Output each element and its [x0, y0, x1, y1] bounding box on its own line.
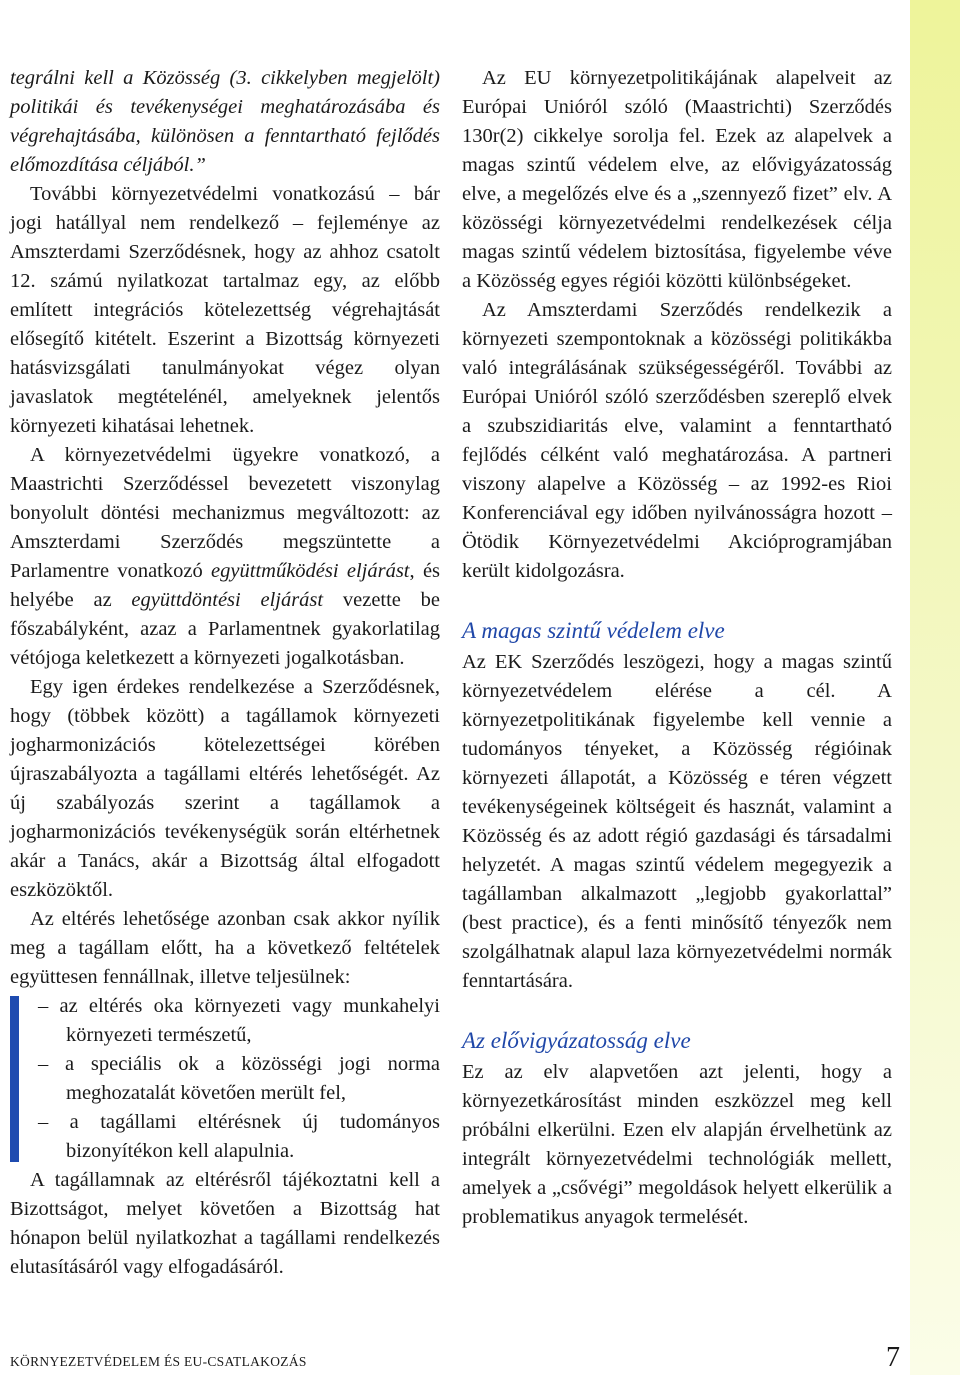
paragraph-derogation-conditions: Az eltérés lehetősége azonban csak akkor nyílik meg a tagállam előtt, ha a következő feltételek együttesen fennállnak, illetve teljesülnek:	[10, 908, 440, 988]
list-item: – a speciális ok a közösségi jogi norma meghozatalát követően merült fel,	[38, 1053, 440, 1104]
list-accent-bar	[10, 996, 19, 1162]
paragraph-commission-notification: A tagállamnak az eltérésről tájékoztatni kell a Bizottságot, melyet követően a Bizottság hat hónapon belül nyilatkozhat a tagállami rendelkezés elutasításáról vagy elfogadásáról.	[10, 1169, 440, 1278]
paragraph-member-state-derogation: Egy igen érdekes rendelkezése a Szerződésnek, hogy (többek között) a tagállamok környezeti jogharmonizációs kötelezettségei körében újraszabályozta a tagállami eltérés lehetőségét. Az új szabályozás szerint a tagállamok a jogharmonizációs tevékenységük során eltérhetnek akár a Tanács, akár a Bizottság által elfogadott eszközöktől.	[10, 676, 440, 901]
text-span: , és helyébe az	[10, 560, 441, 611]
paragraph-continued-quote: tegrálni kell a Közösség (3. cikkelyben megjelölt) politikái és tevékenységei meghatározásába és végrehajtásába, különösen a fenntartható fejlődés előmozdítása céljából.”	[10, 67, 440, 176]
conditions-list	[10, 992, 440, 1166]
emphasis-cooperation-procedure: együttműködési eljárást	[211, 560, 410, 582]
page-footer	[10, 1342, 900, 1374]
paragraph-precaution: Ez az elv alapvetően azt jelenti, hogy a környezetkárosítást minden eszközzel meg kell próbálni elkerülni. Ezen elv alapján érvelhetünk az integrált környezetvédelmi technológiák mellett, amelyek a „csővégi” megoldások helyett elkerülik a problematikus anyagok termelését.	[462, 1061, 892, 1228]
right-column	[462, 64, 892, 1232]
emphasis-codecision-procedure: együttdöntési eljárást	[131, 589, 324, 611]
page-number: 7	[886, 1342, 900, 1373]
footer-title: KÖRNYEZETVÉDELEM ÉS EU-CSATLAKOZÁS	[10, 1354, 307, 1369]
decorative-side-stripe	[910, 0, 960, 1375]
left-column	[10, 64, 440, 1282]
paragraph-eu-principles: Az EU környezetpolitikájának alapelveit az Európai Unióról szóló (Maastrichti) Szerződés 130r(2) cikkelye sorolja fel. Ezek az alapelvek a magas szintű védelem elve, az elővigyázatosság elve, a megelőzés elve és a „szennyező fizet” elv. A közösségi környezetvédelmi rendelkezések célja magas szintű védelem biztosítása, figyelembe véve a Közösség egyes régiói közötti különbségeket.	[462, 67, 892, 292]
text-span: vezette be főszabályként, azaz a Parlamentnek gyakorlatilag vétójoga keletkezett a környezeti jogalkotásban.	[10, 589, 440, 669]
paragraph-high-protection: Az EK Szerződés leszögezi, hogy a magas szintű környezetvédelem elérése a cél. A környezetpolitikának figyelembe kell vennie a tudományos tényeket, a Közösség régióinak környezeti állapotát, a Közösség e téren végzett tevékenységeinek költségeit és hasznát, valamint a Közösség és az adott régió gazdasági és társadalmi helyzetét. A magas szintű védelem megegyezik a tagállamban alkalmazott „legjobb gyakorlattal” (best practice), és a fenti minősítő tényezők nem szolgálhatnak alapul laza környezetvédelmi normák fenntartására.	[462, 651, 892, 992]
list-item: – az eltérés oka környezeti vagy munkahelyi környezeti természetű,	[38, 995, 440, 1046]
list-item: – a tagállami eltérésnek új tudományos bizonyítékon kell alapulnia.	[38, 1111, 440, 1162]
paragraph-decision-mechanism	[10, 441, 440, 673]
section-heading-precaution: Az elővigyázatosság elve	[462, 1028, 691, 1053]
text-span: A környezetvédelmi ügyekre vonatkozó, a Maastrichti Szerződéssel bevezetett viszonylag bonyolult döntési mechanizmus megváltozott: az Amszterdami Szerződés megszüntette a Parlamentre vonatkozó	[10, 444, 440, 582]
section-heading-high-protection: A magas szintű védelem elve	[462, 618, 725, 643]
paragraph-integration: Az Amszterdami Szerződés rendelkezik a környezeti szempontoknak a közösségi politikákba való integrálásának szükségességéről. További az Európai Unióról szóló szerződésben szereplő elvek a szubszidiaritás elve, valamint a fenntartható fejlődés célként való meghatározása. A partneri viszony alapelve a Közösség – az 1992-es Rioi Konferenciával egy időben nyilvánosságra hozott – Ötödik Környezetvédelmi Akcióprogramjában került kidolgozásra.	[462, 299, 892, 582]
paragraph-amsterdam-declaration: További környezetvédelmi vonatkozású – bár jogi hatállyal nem rendelkező – fejleménye az Amszterdami Szerződésnek, hogy az ahhoz csatolt 12. számú nyilatkozat tartalmaz egy, az előbb említett integrációs kötelezettség végrehajtását elősegítő kitételt. Eszerint a Bizottság környezeti hatásvizsgálati tanulmányokat végez olyan javaslatok megtételénél, amelyeknek jelentős környezeti kihatásai lehetnek.	[10, 183, 440, 437]
